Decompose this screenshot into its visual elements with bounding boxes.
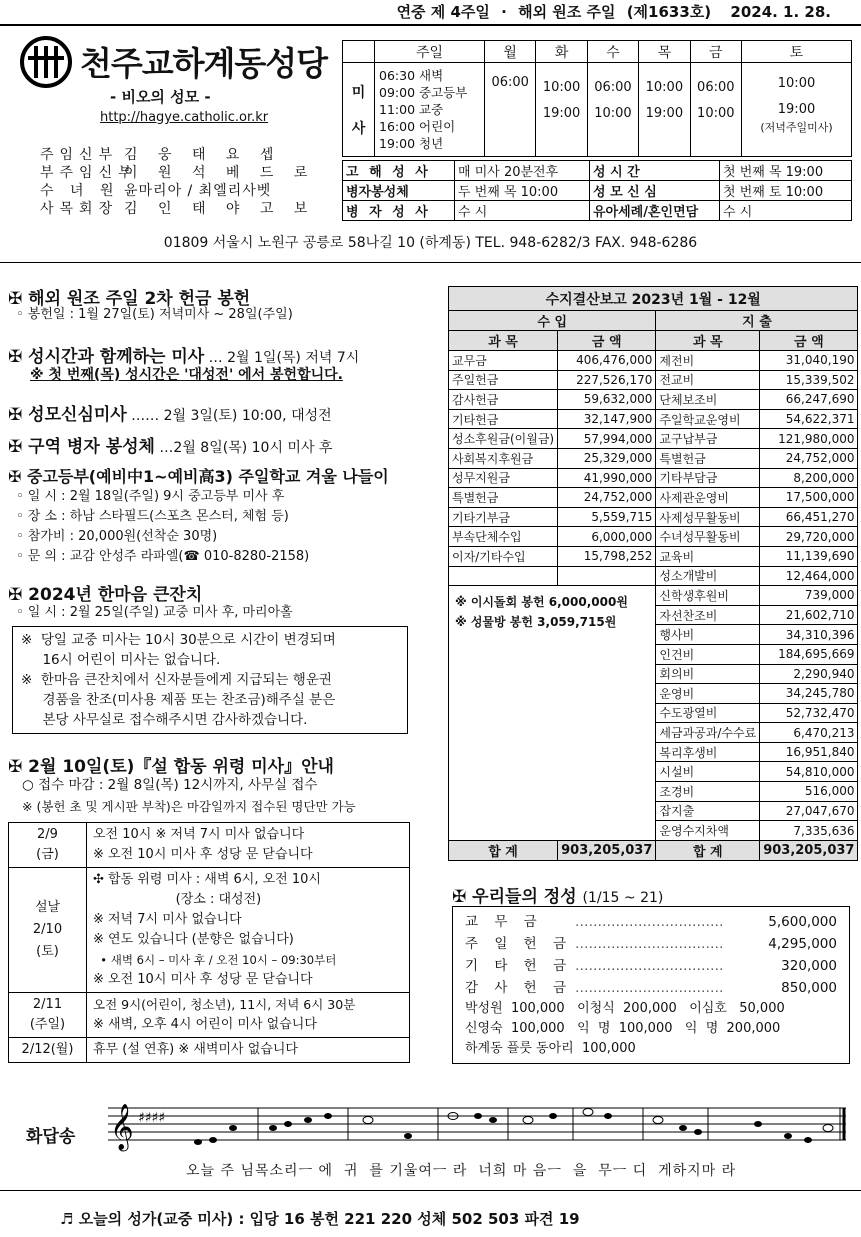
income-blank [449,566,558,586]
mass-time: 11:00 교중 [379,102,444,117]
day-header: 금 [690,41,741,63]
notice-title-text: 성시간과 함께하는 미사 [28,347,205,367]
expense-amount: 739,000 [760,586,858,606]
issue-number: (제1633호) [626,3,712,21]
income-amount: 59,632,000 [558,390,656,410]
income-item: 주일헌금 [449,370,558,390]
day-header: 월 [485,41,536,63]
expense-amount: 27,047,670 [760,801,858,821]
schedule-date: 2/12(월) [9,1038,87,1063]
income-notes [449,586,656,841]
offering-amount: 850,000 [781,980,837,996]
schedule-line: ※ 오전 10시 미사 후 성당 문 닫습니다 [93,972,313,987]
offering-row [465,955,837,977]
col-amount: 금 액 [558,331,656,351]
box-line: 본당 사무실로 접수해주시면 감사하겠습니다. [21,712,308,728]
leader-dots: …………………………… [575,936,724,952]
notice-title-text: 구역 병자 봉성체 [28,437,155,457]
finance-row [449,586,858,606]
finance-row [449,429,858,449]
info-row [343,201,852,221]
expense-amount: 17,500,000 [760,488,858,508]
notice-6-box [12,626,408,734]
total-expense: 903,205,037 [760,840,858,860]
sunday-masses [375,63,485,157]
info-key: 병자봉성체 [343,181,455,201]
col-amount: 금 액 [760,331,858,351]
income-blank [558,566,656,586]
offerings-title: ✠ 우리들의 정성 (1/15 ~ 21) [452,887,664,907]
church-logo-icon [20,36,76,88]
expense-item: 복리후생비 [656,742,760,762]
schedule-line: • 새벽 6시 – 미사 후 / 오전 10시 – 09:30부터 [93,953,337,967]
day-header: 토 [742,41,852,63]
expense-amount: 516,000 [760,782,858,802]
income-item: 기타기부금 [449,507,558,527]
info-key: 고 해 성 사 [343,161,455,181]
leader-dots: …………………………… [575,980,724,996]
finance-row [449,546,858,566]
staff-name: 김 인 태 야 고 보 [124,201,316,217]
expense-amount: 7,335,636 [760,821,858,841]
address-rule [0,262,861,263]
donor-names [465,999,837,1059]
box-line: ※ 당일 교중 미사는 10시 30분으로 시간이 변경되며 [21,632,336,648]
schedule-date: 설날 2/10 (토) [9,868,87,993]
mon-masses [485,63,536,157]
schedule-line: ※ 저녁 7시 미사 없습니다 [93,912,242,927]
psalm-label: 화답송 [26,1127,76,1147]
mass-time: 06:00 [594,80,632,95]
schedule-line: (장소 : 대성전) [93,892,262,907]
notice-5-line: ◦ 장 소 : 하남 스타필드(스포츠 몬스터, 체험 등) [16,509,289,524]
psalm-lyrics: 오늘 주 님목소리ㅡ 에 귀 를 기울여ㅡ 라 너희 마 음ㅡ 을 무ㅡ 디 게하지마 라 [186,1163,737,1179]
expense-item: 신학생후원비 [656,586,760,606]
schedule-line: ※ 연도 있습니다 (분향은 없습니다) [93,932,294,947]
svg-text:♯♯♯♯: ♯♯♯♯ [138,1110,166,1126]
expense-amount: 121,980,000 [760,429,858,449]
psalm-response [8,1098,853,1180]
mass-time: 10:00 [542,80,581,95]
finance-row [449,507,858,527]
schedule-line: ※ 새벽, 오후 4시 어린이 미사 없습니다 [93,1017,317,1032]
expense-amount: 15,339,502 [760,370,858,390]
header-sep: · [501,3,507,21]
expense-amount: 34,310,396 [760,625,858,645]
notice-title-text: 2월 10일(토)『설 합동 위령 미사』안내 [28,757,334,777]
income-amount: 406,476,000 [558,351,656,371]
expense-amount: 8,200,000 [760,468,858,488]
schedule-detail [87,993,410,1038]
finance-title: 수지결산보고 2023년 1월 - 12월 [449,287,858,311]
leader-dots: …………………………… [575,958,724,974]
expense-item: 단체보조비 [656,390,760,410]
income-item: 성소후원금(이월금) [449,429,558,449]
staff-role: 수 녀 원 [40,183,120,199]
staff-name: 이 원 석 베 드 로 [124,165,316,181]
day-header: 목 [639,41,690,63]
expense-amount: 21,602,710 [760,605,858,625]
income-amount: 5,559,715 [558,507,656,527]
expense-amount: 2,290,940 [760,664,858,684]
schedule-date: 2/11 (주일) [9,993,87,1038]
expense-item: 전교비 [656,370,760,390]
total-label: 합 계 [449,840,558,860]
header-rule [0,24,861,26]
footer-rule [0,1190,861,1191]
notice-6-title: ✠ 2024년 한마음 큰잔치 [8,585,203,605]
expense-amount: 31,040,190 [760,351,858,371]
expense-item: 세금과공과/수수료 [656,723,760,743]
finance-row [449,390,858,410]
expense-item: 성소개발비 [656,566,760,586]
expense-item: 운영비 [656,684,760,704]
offering-label: 기 타 헌 금 [465,958,573,974]
offering-label: 감 사 헌 금 [465,980,573,996]
finance-report-table [448,286,858,861]
expense-amount: 54,622,371 [760,409,858,429]
box-line: 16시 어린이 미사는 없습니다. [21,652,221,668]
expense-item: 기타부담금 [656,468,760,488]
finance-row [449,488,858,508]
sunday-name: 해외 원조 주일 [518,3,616,21]
corner-cell [343,41,375,63]
expense-item: 행사비 [656,625,760,645]
finance-row [449,527,858,547]
notice-5-line: ◦ 참가비 : 20,000원(선착순 30명) [16,529,218,544]
offering-amount: 5,600,000 [768,914,837,930]
income-amount: 6,000,000 [558,527,656,547]
expense-item: 주일학교운영비 [656,409,760,429]
income-item: 특별헌금 [449,488,558,508]
staff-row [40,164,320,182]
mass-label-a: 미 [351,84,366,101]
expense-item: 제전비 [656,351,760,371]
col-item: 과 목 [449,331,558,351]
expense-amount: 66,247,690 [760,390,858,410]
notice-3-title: ✠ 성모신심미사 …… 2월 3일(토) 10:00, 대성전 [8,405,332,425]
schedule-line: ※ 오전 10시 미사 후 성당 문 닫습니다 [93,847,313,862]
info-key: 성 모 신 심 [590,181,720,201]
offering-row [465,933,837,955]
mass-time: 16:00 어린이 [379,119,456,134]
mass-schedule-table [342,40,852,157]
notice-6-line: ◦ 일 시 : 2월 25일(주일) 교중 미사 후, 마리아홀 [16,605,293,620]
parish-logo [20,34,328,94]
info-key: 성 시 간 [590,161,720,181]
col-item: 과 목 [656,331,760,351]
income-item: 교무금 [449,351,558,371]
mass-label-b: 사 [351,120,366,137]
schedule-line: ✣ 합동 위령 미사 : 새벽 6시, 오전 10시 [93,872,321,887]
schedule-row [9,868,410,993]
notice-title-suffix: … 2월 1일(목) 저녁 7시 [204,350,360,366]
info-key: 병 자 성 사 [343,201,455,221]
donor-line: 신영숙 100,000 익 명 100,000 익 명 200,000 [465,1021,781,1036]
schedule-date: 2/9 (금) [9,823,87,868]
finance-row [449,370,858,390]
notice-title-suffix: …2월 8일(목) 10시 미사 후 [154,440,333,456]
expense-item: 조경비 [656,782,760,802]
mass-time: 06:30 새벽 [379,68,444,83]
income-item: 부속단체수입 [449,527,558,547]
tue-masses [536,63,587,157]
day-header: 화 [536,41,587,63]
mass-time: 19:00 [645,106,684,121]
parish-url-link[interactable]: http://hagye.catholic.or.kr [100,110,269,125]
expense-item: 잡지출 [656,801,760,821]
staff-role: 주임신부 [40,147,119,163]
notice-5-line: ◦ 문 의 : 교감 안성주 라파엘(☎ 010-8280-2158) [16,549,310,564]
expense-amount: 66,451,270 [760,507,858,527]
info-value: 수 시 [720,201,852,221]
mass-time: 09:00 중고등부 [379,85,468,100]
issue-date: 2024. 1. 28. [730,3,831,21]
mass-time: 10:00 [594,106,632,121]
expense-item: 수녀성무활동비 [656,527,760,547]
total-label: 합 계 [656,840,760,860]
staff-list [40,146,320,218]
offerings-period: (1/15 ~ 21) [582,890,664,906]
expense-amount: 6,470,213 [760,723,858,743]
expense-amount: 52,732,470 [760,703,858,723]
income-item: 감사헌금 [449,390,558,410]
income-item: 사회복지후원금 [449,448,558,468]
income-item: 기타헌금 [449,409,558,429]
expense-amount: 12,464,000 [760,566,858,586]
issue-header [0,0,861,24]
info-row [343,161,852,181]
offering-amount: 320,000 [781,958,837,974]
schedule-line: 오전 10시 ※ 저녁 7시 미사 없습니다 [93,827,305,842]
expense-amount: 11,139,690 [760,546,858,566]
info-value: 첫 번째 토 10:00 [720,181,852,201]
mass-time: 10:00 [645,80,684,95]
mass-time: 19:00 [777,102,816,117]
mass-time: 10:00 [777,76,816,91]
sat-masses [742,63,852,157]
expense-item: 사제관운영비 [656,488,760,508]
notice-2-line: ※ 첫 번째(목) 성시간은 '대성전' 에서 봉헌합니다. [30,367,343,383]
schedule-line: 오전 9시(어린이, 청소년), 11시, 저녁 6시 30분 [93,997,356,1012]
parish-name: 천주교하계동성당 [80,44,328,83]
schedule-row [9,993,410,1038]
mass-time: 06:00 [491,75,529,90]
notice-1-line: ◦ 봉헌일 : 1월 27일(토) 저녁미사 ~ 28일(주일) [16,307,293,322]
expense-amount: 54,810,000 [760,762,858,782]
info-row [343,181,852,201]
notice-4-title: ✠ 구역 병자 봉성체 …2월 8일(목) 10시 미사 후 [8,437,333,457]
total-income: 903,205,037 [558,840,656,860]
thu-masses [639,63,690,157]
mass-time: 10:00 [697,106,735,121]
income-amount: 24,752,000 [558,488,656,508]
notice-7-line: ※ (봉헌 초 및 게시판 부착)은 마감일까지 접수된 명단만 가능 [22,799,356,814]
mass-time: 06:00 [697,80,735,95]
expense-item: 인건비 [656,644,760,664]
income-amount: 227,526,170 [558,370,656,390]
income-item: 성무지원금 [449,468,558,488]
parish-address: 01809 서울시 노원구 공릉로 58나길 10 (하계동) TEL. 948-6282/3 FAX. 948-6286 [163,235,698,251]
offering-row [465,911,837,933]
notice-1-title: ✠ 해외 원조 주일 2차 헌금 봉헌 [8,289,251,309]
notice-title-text: 해외 원조 주일 2차 헌금 봉헌 [28,289,251,309]
offering-label: 교 무 금 [465,914,543,930]
info-key: 유아세례/혼인면담 [590,201,720,221]
lunar-new-year-schedule [8,822,410,1063]
parish-patron: - 비오의 성모 - [110,88,211,106]
notice-7-line: ○ 접수 마감 : 2월 8일(목) 12시까지, 사무실 접수 [22,777,318,793]
staff-row [40,200,320,218]
schedule-detail [87,823,410,868]
box-line: 경품을 찬조(미사용 제품 또는 찬조금)해주실 분은 [21,692,336,708]
wed-masses [587,63,638,157]
day-header: 주일 [375,41,485,63]
box-line: ※ 한마음 큰잔치에서 신자분들에게 지급되는 행운권 [21,672,332,688]
income-amount: 15,798,252 [558,546,656,566]
info-value: 첫 번째 목 19:00 [720,161,852,181]
staff-row [40,182,320,200]
notice-2-title: ✠ 성시간과 함께하는 미사 … 2월 1일(목) 저녁 7시 [8,347,360,367]
music-staff-icon [108,1098,848,1154]
expense-amount: 24,752,000 [760,448,858,468]
notice-title-text: 중고등부(예비中1~예비高3) 주일학교 겨울 나들이 [26,467,389,486]
staff-role: 사목회장 [40,201,119,217]
offering-amount: 4,295,000 [768,936,837,952]
donor-line: 하계동 플룻 동아리 100,000 [465,1041,636,1056]
info-value: 두 번째 목 10:00 [455,181,590,201]
schedule-row [9,823,410,868]
sacrament-info-table [342,160,852,221]
info-value: 매 미사 20분전후 [455,161,590,181]
offerings-title-text: 우리들의 정성 [472,887,577,907]
staff-name: 윤마리아 / 최엘리사벳 [124,183,272,199]
expense-item: 특별헌금 [656,448,760,468]
expense-header: 지 출 [656,311,858,331]
finance-row [449,351,858,371]
liturgical-week: 연중 제 4주일 [396,3,490,21]
expense-amount: 29,720,000 [760,527,858,547]
finance-row [449,468,858,488]
notice-5-line: ◦ 일 시 : 2월 18일(주일) 9시 중고등부 미사 후 [16,489,285,504]
offering-label: 주 일 헌 금 [465,936,573,952]
notice-7-title: ✠ 2월 10일(토)『설 합동 위령 미사』안내 [8,757,334,777]
expense-item: 운영수지차액 [656,821,760,841]
notice-5-title: ✠ 중고등부(예비中1~예비高3) 주일학교 겨울 나들이 [8,467,389,486]
mass-label [343,63,375,157]
fri-masses [690,63,741,157]
mass-time: 19:00 청년 [379,136,444,151]
income-amount: 32,147,900 [558,409,656,429]
svg-text:𝄞: 𝄞 [110,1104,134,1150]
todays-hymns: ♬ 오늘의 성가(교중 미사) : 입당 16 봉헌 221 220 성체 502 503 파견 19 [60,1210,580,1228]
expense-item: 수도광열비 [656,703,760,723]
offering-row [465,977,837,999]
notice-title-text: 성모신심미사 [28,405,127,425]
leader-dots: …………………………… [575,914,724,930]
expense-item: 시설비 [656,762,760,782]
notice-title-suffix: …… 2월 3일(토) 10:00, 대성전 [126,408,332,424]
offerings-box [452,906,850,1064]
info-value: 수 시 [455,201,590,221]
notice-title-text: 2024년 한마음 큰잔치 [28,585,203,605]
expense-amount: 34,245,780 [760,684,858,704]
mass-note: (저녁주일미사) [760,121,833,134]
expense-item: 사제성무활동비 [656,507,760,527]
income-note: ※ 성물방 봉헌 3,059,715원 [455,615,617,630]
day-header: 수 [587,41,638,63]
income-amount: 41,990,000 [558,468,656,488]
expense-item: 자선찬조비 [656,605,760,625]
finance-row [449,448,858,468]
schedule-detail [87,868,410,993]
income-amount: 25,329,000 [558,448,656,468]
income-amount: 57,994,000 [558,429,656,449]
finance-row [449,566,858,586]
expense-item: 교육비 [656,546,760,566]
expense-amount: 16,951,840 [760,742,858,762]
staff-name: 김 웅 태 요 셉 [124,147,282,163]
expense-item: 교구납부금 [656,429,760,449]
finance-row [449,409,858,429]
donor-line: 박성원 100,000 이청식 200,000 이심호 50,000 [465,1001,785,1016]
mass-time: 19:00 [542,106,581,121]
expense-amount: 184,695,669 [760,644,858,664]
schedule-line: 휴무 (설 연휴) ※ 새벽미사 없습니다 [87,1038,410,1063]
expense-item: 회의비 [656,664,760,684]
staff-row [40,146,320,164]
income-header: 수 입 [449,311,656,331]
income-item: 이자/기타수입 [449,546,558,566]
schedule-row [9,1038,410,1063]
staff-role: 부주임신부 [40,165,138,181]
income-note: ※ 이시돌회 봉헌 6,000,000원 [455,595,628,610]
